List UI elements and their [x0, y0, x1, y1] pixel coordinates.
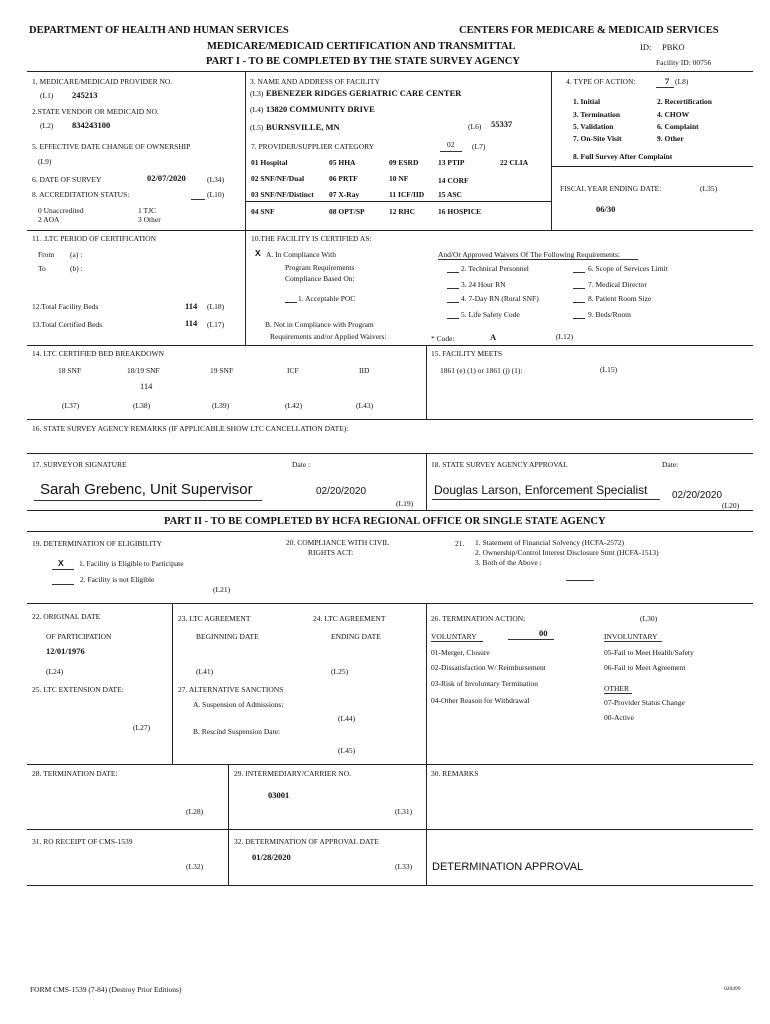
- underline: [52, 584, 74, 585]
- divider: [551, 71, 552, 230]
- category-opt: 04 SNF: [251, 207, 275, 216]
- remarks-label: 16. STATE SURVEY AGENCY REMARKS (IF APPLICABLE SHOW LTC CANCELLATION DATE):: [32, 424, 349, 433]
- accred-opt: 1 TJC: [138, 206, 156, 215]
- facility-meets-text: 1861 (e) (1) or 1861 (j) (1):: [440, 366, 523, 375]
- facility-name-label: 3. NAME AND ADDRESS OF FACILITY: [250, 77, 380, 86]
- involuntary-opt: 05-Fail to Meet Health/Safety: [604, 648, 694, 657]
- bed-breakdown-label: 14. LTC CERTIFIED BED BREAKDOWN: [32, 349, 164, 358]
- bed-col-header: 18/19 SNF: [127, 366, 160, 375]
- id-label: ID:: [640, 42, 652, 52]
- bed-code: (L42): [285, 401, 303, 410]
- surveyor-signature: Sarah Grebenc, Unit Supervisor: [40, 481, 253, 498]
- block21-item: 1. Statement of Financial Solvency (HCFA-2572): [475, 538, 625, 547]
- voluntary-label: VOLUNTARY: [431, 632, 477, 641]
- waiver-item: 3. 24 Hour RN: [461, 280, 506, 289]
- action-opt: 5. Validation: [573, 122, 614, 131]
- intermediary-label: 29. INTERMEDIARY/CARRIER NO.: [234, 769, 352, 778]
- l44-code: (L44): [338, 714, 356, 723]
- category-opt: 05 HHA: [329, 158, 356, 167]
- l30-code: (L30): [640, 614, 658, 623]
- program-req-label: Program Requirements: [285, 263, 355, 272]
- facility-street: 13820 COMMUNITY DRIVE: [266, 104, 375, 114]
- l18-code: (L18): [207, 302, 225, 311]
- not-compliance-label: B. Not in Compliance with Program: [265, 320, 374, 329]
- underline: [447, 288, 459, 289]
- category-opt: 22 CLIA: [500, 158, 529, 167]
- vendor-no-value: 834243100: [72, 120, 111, 130]
- remarks30-label: 30. REMARKS: [431, 769, 479, 778]
- bed-code: (L43): [356, 401, 374, 410]
- fiscal-year-value: 06/30: [596, 204, 616, 214]
- underline: [34, 500, 262, 501]
- surveyor-date: 02/20/2020: [316, 486, 367, 497]
- ltc-extension-label: 25. LTC EXTENSION DATE:: [32, 685, 124, 694]
- l41-code: (L41): [196, 667, 214, 676]
- alt-sanctions-label: 27. ALTERNATIVE SANCTIONS: [178, 685, 284, 694]
- l33-code: (L33): [395, 862, 413, 871]
- waiver-item: 4. 7-Day RN (Rural SNF): [461, 294, 539, 303]
- eligibility-label: 19. DETERMINATION OF ELIGIBILITY: [32, 539, 162, 548]
- category-opt: 12 RHC: [389, 207, 416, 216]
- action-type-value: 7: [665, 76, 670, 86]
- form-number: FORM CMS-1539 (7-84) (Destroy Prior Editions): [30, 985, 182, 994]
- l1-code: (L1): [40, 91, 54, 100]
- rule: [27, 345, 753, 346]
- from-a: (a) :: [70, 250, 83, 259]
- approval-date-label: 32. DETERMINATION OF APPROVAL DATE: [234, 837, 379, 846]
- category-opt: 01 Hospital: [251, 158, 288, 167]
- acceptable-poc-label: 1. Acceptable POC: [298, 294, 356, 303]
- l12-code: (L12): [556, 332, 574, 341]
- rule: [27, 419, 753, 420]
- intermediary-value: 03001: [268, 790, 290, 800]
- category-opt: 03 SNF/NF/Distinct: [251, 190, 314, 199]
- l7-code: (L7): [472, 142, 486, 151]
- action-opt: 3. Termination: [573, 110, 621, 119]
- total-beds-value: 114: [185, 301, 198, 311]
- underline: [447, 302, 459, 303]
- termination-action-label: 26. TERMINATION ACTION:: [431, 614, 526, 623]
- other-opt: 07-Provider Status Change: [604, 698, 685, 707]
- original-date-label: 22. ORIGINAL DATE: [32, 612, 101, 621]
- underline: [573, 272, 585, 273]
- dept-title: DEPARTMENT OF HEALTH AND HUMAN SERVICES: [29, 25, 289, 36]
- l17-code: (L17): [207, 320, 225, 329]
- participation-label: OF PARTICIPATION: [46, 632, 112, 641]
- bed-code: (L37): [62, 401, 80, 410]
- accred-opt: 2 AOA: [38, 215, 60, 224]
- vendor-no-label: 2.STATE VENDOR OR MEDICAID NO.: [32, 107, 159, 116]
- to-label: To: [38, 264, 46, 273]
- compliance-check-mark: X: [255, 248, 261, 258]
- rule: [27, 885, 753, 886]
- waivers-label: And/Or Approved Waivers Of The Following Requirements:: [438, 250, 621, 259]
- voluntary-opt: 03-Risk of Involuntary Termination: [431, 679, 539, 688]
- underline: [573, 288, 585, 289]
- l2-code: (L2): [40, 121, 54, 130]
- l25-code: (L25): [331, 667, 349, 676]
- surveyor-date-label: Date :: [292, 460, 311, 469]
- ownership-change-label: 5. EFFECTIVE DATE CHANGE OF OWNERSHIP: [32, 142, 191, 151]
- involuntary-label: INVOLUNTARY: [604, 632, 658, 641]
- facility-id: Facility ID: 00756: [656, 58, 712, 67]
- rule: [27, 453, 753, 454]
- divider: [426, 603, 427, 764]
- category-label: 7. PROVIDER/SUPPLIER CATEGORY: [251, 142, 375, 151]
- part2-title: PART II - TO BE COMPLETED BY HCFA REGIONAL OFFICE OR SINGLE STATE AGENCY: [164, 516, 606, 527]
- action-opt: 6. Complaint: [657, 122, 699, 131]
- not-eligible-opt: 2. Facility is not Eligible: [80, 575, 155, 584]
- underline: [447, 318, 459, 319]
- waiver-item: 5. Life Safety Code: [461, 310, 520, 319]
- underline: [447, 272, 459, 273]
- category-opt: 07 X-Ray: [329, 190, 360, 199]
- waiver-item: 2. Technical Personnel: [461, 264, 529, 273]
- underline: [604, 693, 632, 694]
- waiver-item: 8. Patient Room Size: [588, 294, 652, 303]
- divider: [426, 345, 427, 419]
- agency-approval-label: 18. STATE SURVEY AGENCY APPROVAL: [431, 460, 568, 469]
- category-opt: 02 SNF/NF/Dual: [251, 174, 305, 183]
- facility-name: EBENEZER RIDGES GERIATRIC CARE CENTER: [266, 88, 462, 98]
- l9-code: (L9): [38, 157, 52, 166]
- underline: [573, 302, 585, 303]
- total-beds-label: 12.Total Facility Beds: [32, 302, 99, 311]
- category-opt: 08 OPT/SP: [329, 207, 365, 216]
- rule: [245, 201, 551, 202]
- fiscal-year-label: FISCAL YEAR ENDING DATE:: [560, 184, 662, 193]
- category-opt: 10 NF: [389, 174, 409, 183]
- eligible-opt: 1. Facility is Eligible to Participate: [79, 559, 184, 568]
- l10-code: (L10): [207, 190, 225, 199]
- remarks30-value: DETERMINATION APPROVAL: [432, 861, 584, 873]
- l24-code: (L24): [46, 667, 64, 676]
- voluntary-opt: 01-Merger, Closure: [431, 648, 490, 657]
- l32-code: (L32): [186, 862, 204, 871]
- divider: [426, 453, 427, 510]
- original-date-value: 12/01/1976: [46, 646, 85, 656]
- ltc-begin-label: 23. LTC AGREEMENT: [178, 614, 251, 623]
- accreditation-label: 8. ACCREDITATION STATUS:: [32, 190, 130, 199]
- bed-code: (L38): [133, 401, 151, 410]
- facility-zip: 55337: [491, 119, 513, 129]
- other-label: OTHER: [604, 684, 629, 693]
- l27-code: (L27): [133, 723, 151, 732]
- underline: [566, 580, 594, 581]
- rescind-label: B. Rescind Suspension Date:: [193, 727, 281, 736]
- termination-date-label: 28. TERMINATION DATE:: [32, 769, 118, 778]
- block21-item: 3. Both of the Above :: [475, 558, 542, 567]
- action-opt: 4. CHOW: [657, 110, 690, 119]
- suspension-label: A. Suspension of Admissions:: [193, 700, 284, 709]
- civil-rights-label: 20. COMPLIANCE WITH CIVIL: [286, 538, 390, 547]
- rule: [27, 510, 753, 511]
- civil-rights-label2: RIGHTS ACT:: [308, 548, 354, 557]
- action-opt: 9. Other: [657, 134, 684, 143]
- underline: [52, 569, 74, 570]
- bed-code: (L39): [212, 401, 230, 410]
- waiver-item: 7. Medical Director: [588, 280, 647, 289]
- rule: [27, 531, 753, 532]
- category-value: 02: [447, 140, 455, 149]
- waiver-item: 6. Scope of Services Limit: [588, 264, 668, 273]
- provider-no-label: 1. MEDICARE/MEDICAID PROVIDER NO.: [32, 77, 173, 86]
- facility-meets-label: 15. FACILITY MEETS: [431, 349, 503, 358]
- certified-beds-value: 114: [185, 318, 198, 328]
- underline: [656, 87, 674, 88]
- full-survey-opt: 8. Full Survey After Complaint: [573, 152, 673, 161]
- other-opt: 00-Active: [604, 713, 634, 722]
- id-value: PBKO: [662, 42, 685, 52]
- accred-opt: 0 Unaccredited: [38, 206, 84, 215]
- part1-title: PART I - TO BE COMPLETED BY THE STATE SURVEY AGENCY: [206, 56, 520, 67]
- waiver-item: 9. Beds/Room: [588, 310, 631, 319]
- l5-code: (L5): [250, 123, 264, 132]
- survey-date-label: 6. DATE OF SURVEY: [32, 175, 102, 184]
- bed-col-header: ICF: [287, 366, 299, 375]
- action-opt: 2. Recertification: [657, 97, 712, 106]
- ro-receipt-label: 31. RO RECEIPT OF CMS-1539: [32, 837, 133, 846]
- ltc-end-sub: ENDING DATE: [331, 632, 381, 641]
- l45-code: (L45): [338, 746, 356, 755]
- facility-city: BURNSVILLE, MN: [266, 122, 340, 132]
- l21-code: (L21): [213, 585, 231, 594]
- form-code: 020499: [724, 986, 741, 992]
- l28-code: (L28): [186, 807, 204, 816]
- survey-date-value: 02/07/2020: [147, 173, 186, 183]
- agency-date: 02/20/2020: [672, 490, 723, 501]
- to-b: (b) :: [70, 264, 83, 273]
- underline: [573, 318, 585, 319]
- divider: [172, 603, 173, 764]
- bed-col-header: 18 SNF: [58, 366, 82, 375]
- rule: [551, 166, 753, 167]
- ltc-begin-sub: BEGINNING DATE: [196, 632, 259, 641]
- surveyor-signature-label: 17. SURVEYOR SIGNATURE: [32, 460, 127, 469]
- block21-item: 2. Ownership/Control Interest Disclosure Stmt (HCFA-1513): [475, 548, 659, 557]
- action-type-label: 4. TYPE OF ACTION:: [566, 77, 636, 86]
- provider-no-value: 245213: [72, 90, 98, 100]
- ltc-end-label: 24. LTC AGREEMENT: [313, 614, 386, 623]
- divider: [426, 764, 427, 885]
- rule: [27, 603, 753, 604]
- underline: [432, 499, 660, 500]
- action-opt: 7. On-Site Visit: [573, 134, 622, 143]
- category-opt: 15 ASC: [438, 190, 462, 199]
- underline: [431, 641, 483, 642]
- from-label: From: [38, 250, 55, 259]
- l34-code: (L34): [207, 175, 225, 184]
- category-opt: 06 PRTF: [329, 174, 358, 183]
- l15-code: (L15): [600, 365, 618, 374]
- divider: [245, 71, 246, 345]
- code-label: * Code:: [431, 334, 455, 343]
- block21-label: 21.: [455, 539, 465, 548]
- underline: [191, 199, 205, 200]
- rule: [27, 764, 753, 765]
- rule: [27, 71, 753, 72]
- code-value: A: [490, 332, 497, 342]
- voluntary-opt: 02-Dissatisfaction W/ Reimbursement: [431, 663, 546, 672]
- l35-code: (L35): [700, 184, 718, 193]
- l4-code: (L4): [250, 105, 264, 114]
- bed-col-header: IID: [359, 366, 370, 375]
- l6-code: (L6): [468, 122, 482, 131]
- underline: [604, 641, 662, 642]
- involuntary-opt: 06-Fail to Meet Agreement: [604, 663, 686, 672]
- agency-signature: Douglas Larson, Enforcement Specialist: [434, 483, 648, 497]
- l8-code: (L8): [675, 77, 689, 86]
- category-opt: 13 PTIP: [438, 158, 465, 167]
- l31-code: (L31): [395, 807, 413, 816]
- underline: [438, 259, 638, 260]
- underline: [285, 302, 297, 303]
- applied-waivers-label: Requirements and/or Applied Waivers:: [270, 332, 387, 341]
- rule: [27, 829, 753, 830]
- accred-opt: 3 Other: [138, 215, 161, 224]
- in-compliance-label: A. In Compliance With: [266, 250, 336, 259]
- certified-beds-label: 13.Total Certified Beds: [32, 320, 103, 329]
- termination-value: 00: [539, 628, 548, 638]
- divider: [228, 764, 229, 885]
- cms-title: CENTERS FOR MEDICARE & MEDICAID SERVICES: [459, 25, 719, 36]
- l20-code: (L20): [722, 501, 740, 510]
- approval-date-value: 01/28/2020: [252, 852, 291, 862]
- agency-date-label: Date:: [662, 460, 679, 469]
- voluntary-opt: 04-Other Reason for Withdrawal: [431, 696, 530, 705]
- underline: [440, 151, 462, 152]
- category-opt: 14 CORF: [438, 176, 469, 185]
- category-opt: 16 HOSPICE: [438, 207, 482, 216]
- underline: [508, 639, 554, 640]
- l19-code: (L19): [396, 499, 414, 508]
- category-opt: 11 ICF/IID: [389, 190, 425, 199]
- action-opt: 1. Initial: [573, 97, 601, 106]
- compliance-based-label: Compliance Based On:: [285, 274, 355, 283]
- certified-as-label: 10.THE FACILITY IS CERTIFIED AS:: [251, 234, 372, 243]
- l3-code: (L3): [250, 89, 264, 98]
- ltc-period-label: 11. .LTC PERIOD OF CERTIFICATION: [32, 234, 157, 243]
- form-title: MEDICARE/MEDICAID CERTIFICATION AND TRANSMITTAL: [207, 41, 516, 52]
- bed-snf-value: 114: [140, 381, 153, 391]
- eligible-mark: X: [58, 558, 64, 568]
- bed-col-header: 19 SNF: [210, 366, 234, 375]
- category-opt: 09 ESRD: [389, 158, 419, 167]
- rule: [27, 230, 753, 231]
